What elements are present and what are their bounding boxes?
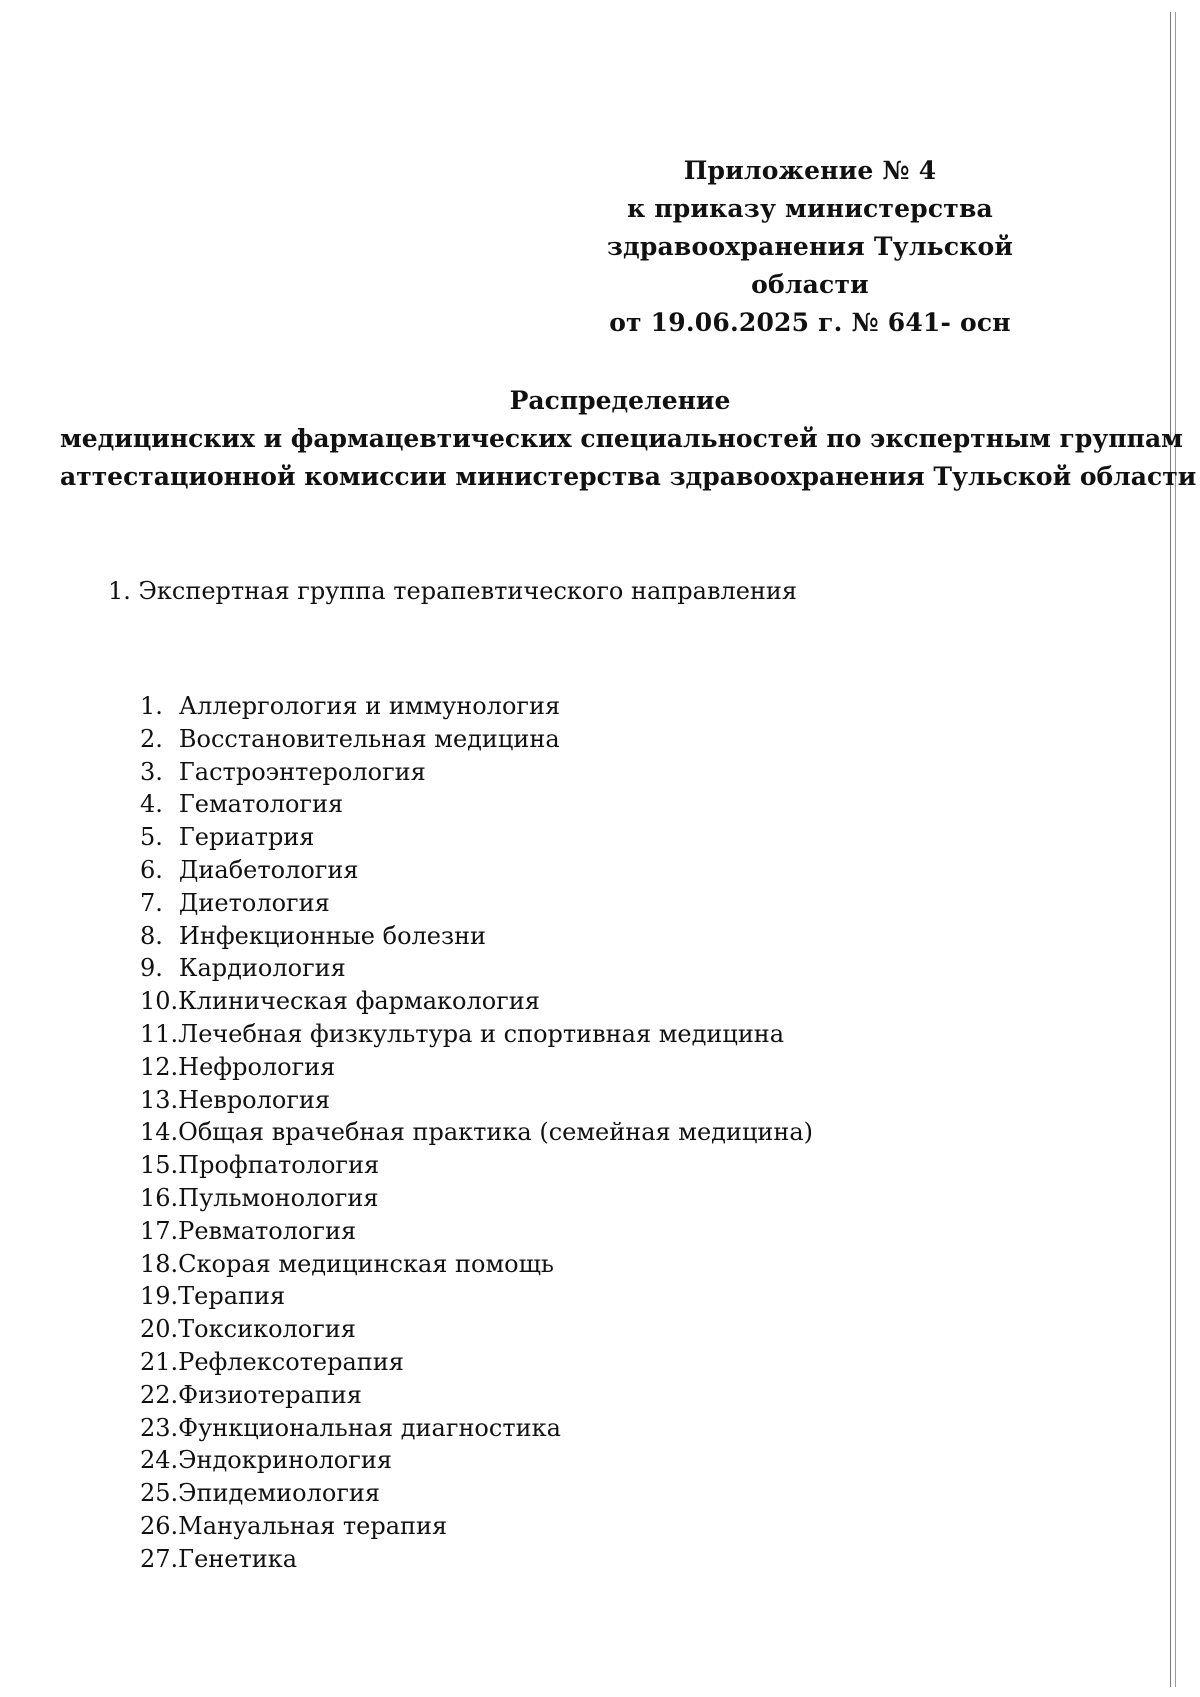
list-item [140,1149,813,1182]
list-item-label: Нефрология [178,1052,336,1081]
list-item-number: 8. [140,921,163,950]
list-item-label: Диабетология [178,855,359,884]
list-item-number: 22. [140,1380,179,1409]
list-item-label: Гериатрия [178,823,315,852]
list-item-number: 12. [140,1052,179,1081]
list-item [140,1051,813,1084]
list-item [140,920,813,953]
list-item-number: 17. [140,1216,179,1245]
list-item [140,1018,813,1051]
list-item-number: 11. [140,1019,179,1048]
list-item [140,1346,813,1379]
list-item [140,1412,813,1445]
annex-order-ref: к приказу министерства [627,194,993,223]
list-item-label: Мануальная терапия [178,1511,448,1540]
list-item-number: 16. [140,1183,179,1212]
list-item-number: 20. [140,1315,179,1344]
annex-number: Приложение № 4 [683,156,937,185]
document-title [60,382,1197,496]
list-item [140,985,813,1018]
list-item [140,1444,813,1477]
list-item-label: Терапия [178,1282,286,1311]
list-item-label: Инфекционные болезни [178,921,487,950]
list-item-number: 10. [140,987,179,1016]
list-item [140,952,813,985]
list-item-number: 13. [140,1085,179,1114]
list-item [140,821,813,854]
list-item-number: 2. [140,724,163,753]
list-item-label: Физиотерапия [178,1380,362,1409]
list-item-label: Профпатология [178,1151,380,1180]
list-item [140,1084,813,1117]
list-item-label: Аллергология и иммунология [178,692,561,720]
list-item [140,1116,813,1149]
list-item-number: 21. [140,1347,179,1376]
list-item-label: Пульмонология [178,1183,379,1212]
list-item-number: 6. [140,855,163,884]
list-item-label: Токсикология [178,1315,356,1344]
list-item-label: Диетология [178,888,330,917]
list-item [140,1510,813,1543]
title-line-1: Распределение [509,386,731,415]
list-item [140,854,813,887]
list-item-label: Скорая медицинская помощь [178,1249,554,1278]
list-item-number: 7. [140,888,163,917]
list-item-label: Ревматология [178,1216,357,1245]
list-item [140,1182,813,1215]
annex-ministry: здравоохранения Тульской [606,232,1014,261]
list-item-number: 5. [140,823,163,852]
list-item-number: 15. [140,1151,179,1180]
list-item [140,1313,813,1346]
list-item-number: 3. [140,757,163,786]
list-item-label: Эндокринология [178,1446,392,1475]
list-item-number: 24. [140,1446,179,1475]
list-item [140,1477,813,1510]
list-item [140,690,813,723]
list-item-number: 19. [140,1282,179,1311]
list-item-label: Неврология [178,1085,331,1114]
list-item-label: Кардиология [178,954,346,983]
list-item-label: Общая врачебная практика (семейная медицина) [178,1118,814,1147]
list-item-number: 25. [140,1479,179,1508]
scan-edge-line [1170,12,1176,1687]
list-item-number: 4. [140,790,163,819]
expert-group-heading: 1. Экспертная группа терапевтического направления [108,577,798,605]
annex-header [560,152,1060,342]
list-item-label: Функциональная диагностика [178,1413,561,1442]
list-item-label: Клиническая фармакология [178,987,540,1016]
list-item [140,723,813,756]
annex-order-date: от 19.06.2025 г. № 641- осн [609,308,1011,337]
list-item-label: Эпидемиология [178,1479,381,1508]
list-item-number: 1. [140,692,163,720]
list-item-number: 27. [140,1544,179,1573]
list-item-label: Рефлексотерапия [178,1347,404,1376]
list-item [140,887,813,920]
list-item-label: Восстановительная медицина [178,724,560,753]
list-item-label: Лечебная физкультура и спортивная медицина [178,1019,785,1048]
list-item [140,756,813,789]
list-item-number: 14. [140,1118,179,1147]
specialty-list [140,690,813,1576]
list-item-number: 23. [140,1413,179,1442]
list-item-label: Гастроэнтерология [178,757,426,786]
annex-region: области [751,270,869,299]
list-item-number: 26. [140,1511,179,1540]
list-item-number: 9. [140,954,163,983]
list-item [140,1379,813,1412]
list-item-number: 18. [140,1249,179,1278]
list-item [140,1280,813,1313]
list-item-label: Гематология [178,790,344,819]
list-item [140,1248,813,1281]
title-line-3: аттестационной комиссии министерства здравоохранения Тульской области [60,462,1197,491]
title-line-2: медицинских и фармацевтических специальностей по экспертным группам [60,424,1183,453]
list-item [140,1215,813,1248]
list-item-label: Генетика [178,1544,298,1573]
list-item [140,788,813,821]
list-item [140,1543,813,1576]
